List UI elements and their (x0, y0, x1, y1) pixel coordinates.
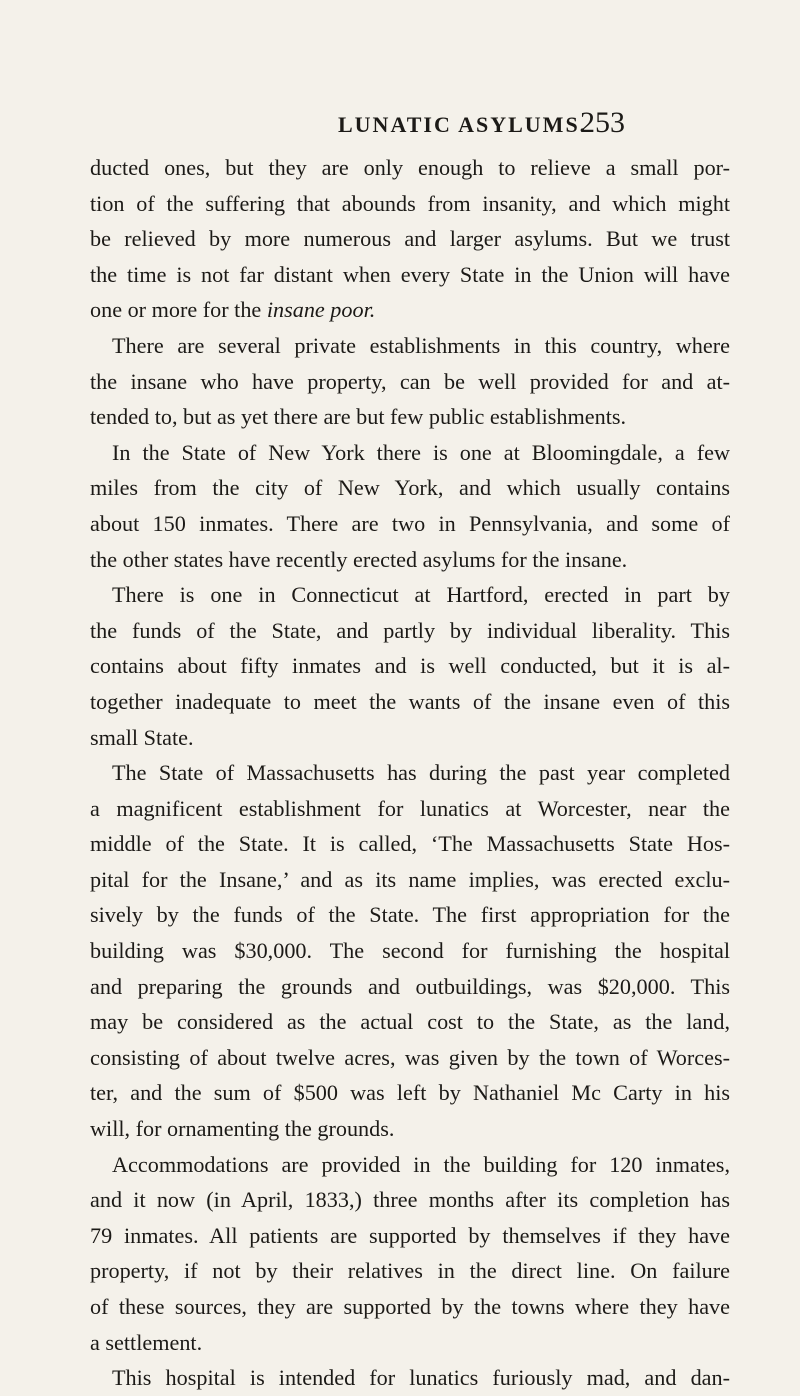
text-line-content: and it now (in April, 1833,) three months after its completion has (90, 1187, 730, 1213)
text-line (90, 470, 730, 506)
text-line (90, 1147, 730, 1183)
text-line-content: Accommodations are provided in the building for 120 inmates, (112, 1151, 730, 1177)
text-line-content: contains about fifty inmates and is well conducted, but it is al- (90, 653, 730, 679)
text-line (90, 720, 730, 756)
text-line-content: miles from the city of New York, and which usually contains (90, 475, 730, 501)
text-line (90, 186, 730, 222)
text-line (90, 755, 730, 791)
text-line-content: ter, and the sum of $500 was left by Nathaniel Mc Carty in his (90, 1080, 730, 1106)
text-line-content: There are several private establishments in this country, where (112, 332, 730, 358)
text-line-content: the other states have recently erected asylums for the insane. (90, 546, 628, 572)
text-line (90, 328, 730, 364)
text-line-content: the insane who have property, can be well provided for and at- (90, 368, 730, 394)
text-line-content: together inadequate to meet the wants of the insane even of this (90, 688, 730, 714)
text-line-content: property, if not by their relatives in the direct line. On failure (90, 1258, 730, 1284)
text-line (90, 1075, 730, 1111)
text-line-content: consisting of about twelve acres, was given by the town of Worces- (90, 1044, 730, 1070)
text-line (90, 613, 730, 649)
text-line (90, 1253, 730, 1289)
text-line-content: In the State of New York there is one at Bloomingdale, a few (112, 439, 730, 465)
text-line (90, 1325, 730, 1361)
text-line-content: tended to, but as yet there are but few public establishments. (90, 404, 627, 430)
text-line-content: about 150 inmates. There are two in Pennsylvania, and some of (90, 510, 730, 536)
text-line (90, 257, 730, 293)
text-line-content: a settlement. (90, 1329, 203, 1355)
text-line-content: of these sources, they are supported by the towns where they have (90, 1294, 730, 1319)
text-line-content: will, for ornamenting the grounds. (90, 1116, 395, 1142)
text-line-content: and preparing the grounds and outbuildings, was $20,000. This (90, 973, 730, 999)
body-text (90, 150, 730, 1396)
text-line (90, 969, 730, 1005)
text-line (90, 292, 730, 328)
text-line-content: There is one in Connecticut at Hartford, erected in part by (112, 582, 730, 608)
text-line (90, 221, 730, 257)
text-line-content: the time is not far distant when every State in the Union will have (90, 261, 730, 287)
text-line (90, 399, 730, 435)
text-line (90, 364, 730, 400)
text-line-content: 79 inmates. All patients are supported by themselves if they have (90, 1222, 730, 1248)
text-line-content: building was $30,000. The second for furnishing the hospital (90, 938, 730, 964)
text-line-content: may be considered as the actual cost to the State, as the land, (90, 1009, 730, 1035)
text-line-content: be relieved by more numerous and larger asylums. But we trust (90, 226, 730, 252)
text-line (90, 1182, 730, 1218)
text-line (90, 506, 730, 542)
text-line-content: This hospital is intended for lunatics furiously mad, and dan- (112, 1365, 730, 1391)
text-line (90, 791, 730, 827)
running-title: LUNATIC ASYLUMS. (338, 112, 588, 137)
text-line (90, 1360, 730, 1396)
text-line (90, 897, 730, 933)
text-line (90, 542, 730, 578)
text-line (90, 435, 730, 471)
text-line-content: tion of the suffering that abounds from insanity, and which might (90, 190, 730, 216)
text-line (90, 684, 730, 720)
text-line (90, 1111, 730, 1147)
text-line (90, 826, 730, 862)
italic-phrase: insane poor. (266, 297, 376, 323)
text-line (90, 150, 730, 186)
text-line (90, 933, 730, 969)
text-line-content: pital for the Insane,’ and as its name implies, was erected exclu- (90, 866, 730, 892)
page-number: 253 (580, 106, 625, 139)
text-line-content: The State of Massachusetts has during the past year completed (112, 760, 730, 786)
text-line (90, 1289, 730, 1325)
text-line-content: sively by the funds of the State. The first appropriation for the (90, 902, 730, 928)
text-line-content: small State. (90, 724, 194, 750)
text-line-content: the funds of the State, and partly by individual liberality. This (90, 617, 730, 643)
text-line (90, 1218, 730, 1254)
text-line (90, 648, 730, 684)
text-line (90, 1040, 730, 1076)
text-line-content: ducted ones, but they are only enough to relieve a small por- (90, 155, 730, 180)
text-line-content: middle of the State. It is called, ‘The Massachusetts State Hos- (90, 831, 730, 857)
running-head (0, 106, 800, 146)
text-line (90, 862, 730, 898)
text-line (90, 1004, 730, 1040)
text-line-content: a magnificent establishment for lunatics at Worcester, near the (90, 795, 730, 821)
text-line-content: one or more for the (90, 297, 267, 323)
text-line (90, 577, 730, 613)
